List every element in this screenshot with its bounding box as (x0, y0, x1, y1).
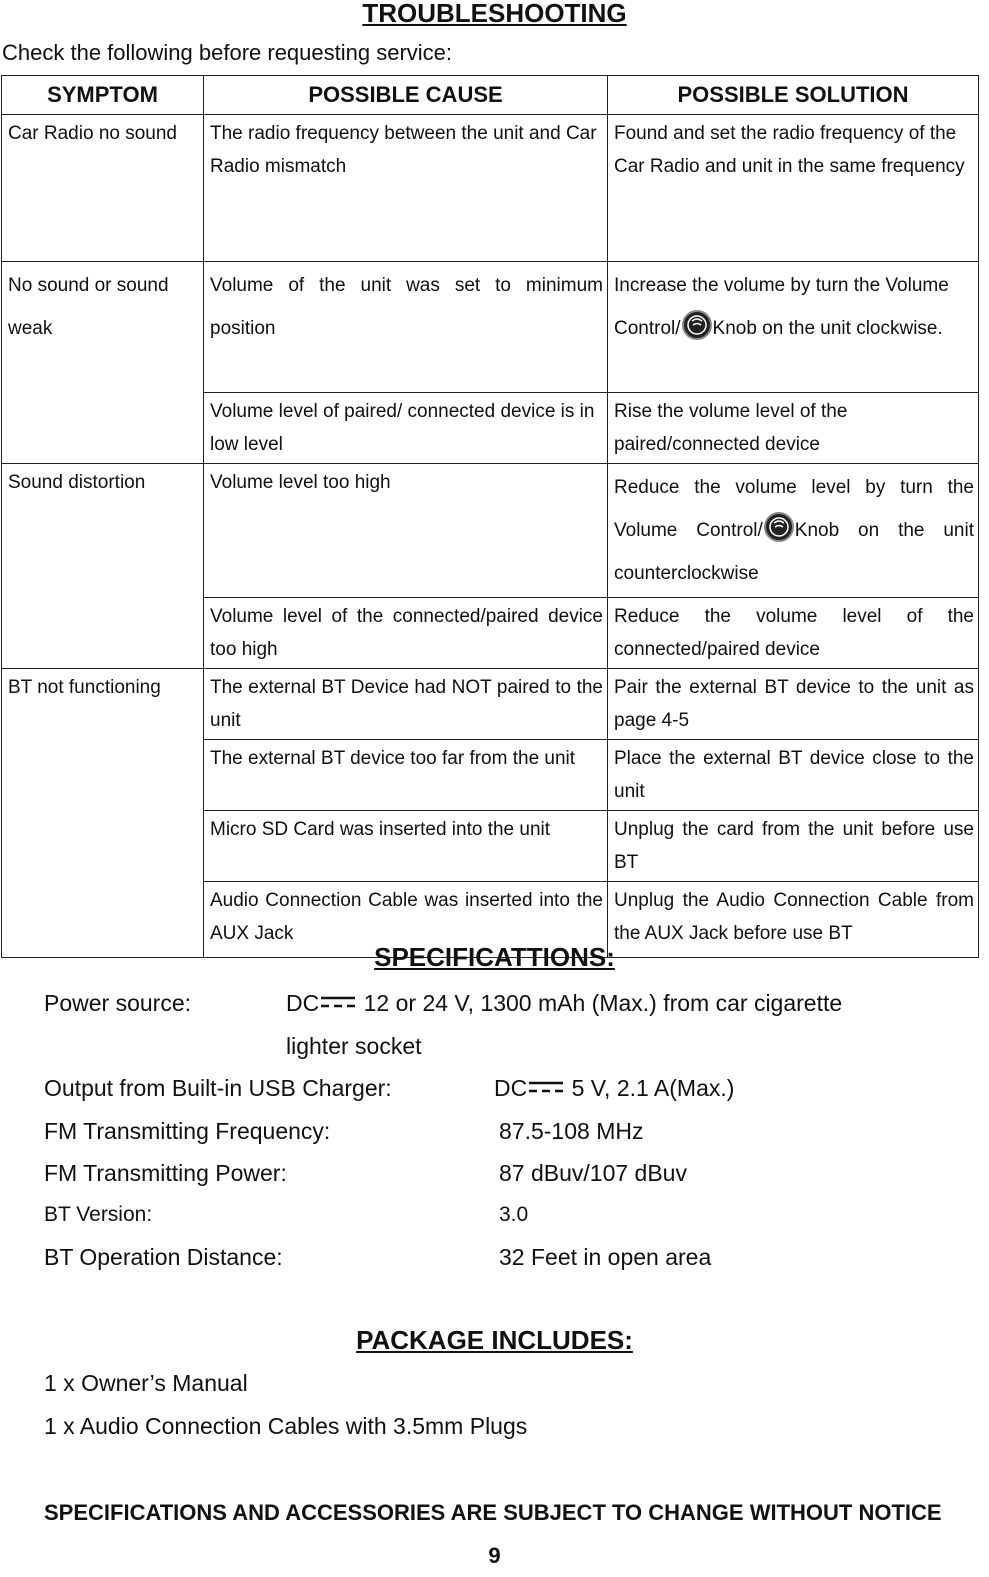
power-source-value-2: lighter socket (286, 1033, 422, 1059)
package-title: PACKAGE INCLUDES: (356, 1325, 633, 1355)
cause-cell: Volume level of paired/ connected device is in low level (204, 393, 608, 464)
symptom-cell: No sound or sound weak (2, 262, 204, 464)
cause-cell: Volume level too high (204, 464, 608, 598)
header-cause: POSSIBLE CAUSE (204, 76, 608, 115)
bt-distance-value: 32 Feet in open area (499, 1244, 712, 1270)
solution-cell: Reduce the volume level of the connected/paired device (608, 598, 979, 669)
cause-cell: The external BT device too far from the unit (204, 740, 608, 811)
usb-charger-label: Output from Built-in USB Charger: (44, 1075, 392, 1101)
troubleshooting-title: TROUBLESHOOTING (362, 0, 627, 28)
solution-cell: Place the external BT device close to the unit (608, 740, 979, 811)
cause-cell: The external BT Device had NOT paired to the unit (204, 669, 608, 740)
fm-power-label: FM Transmitting Power: (44, 1160, 287, 1186)
solution-text: Knob on the unit counterclockwise (614, 520, 975, 584)
solution-text: Knob on the unit clockwise. (712, 318, 943, 339)
cause-cell: Micro SD Card was inserted into the unit (204, 811, 608, 882)
header-solution: POSSIBLE SOLUTION (608, 76, 979, 115)
package-item: 1 x Owner’s Manual (44, 1370, 248, 1396)
table-row (2, 464, 979, 598)
change-notice: SPECIFICATIONS AND ACCESSORIES ARE SUBJECT TO CHANGE WITHOUT NOTICE (44, 1500, 942, 1525)
solution-cell: Unplug the Audio Connection Cable from the AUX Jack before use BT (608, 882, 979, 958)
usb-charger-text: 5 V, 2.1 A(Max.) (565, 1075, 735, 1101)
power-source-label: Power source: (44, 990, 192, 1016)
bt-version-label: BT Version: (44, 1203, 153, 1226)
table-header-row (2, 76, 979, 115)
bt-version-value: 3.0 (499, 1203, 529, 1226)
package-item: 1 x Audio Connection Cables with 3.5mm Plugs (44, 1413, 528, 1439)
fm-frequency-value: 87.5-108 MHz (499, 1118, 644, 1144)
solution-cell: Found and set the radio frequency of the Car Radio and unit in the same frequency (608, 115, 979, 262)
dc-label: DC (494, 1075, 528, 1101)
cause-cell: Audio Connection Cable was inserted into the AUX Jack (204, 882, 608, 958)
dc-label: DC (286, 990, 320, 1016)
cause-cell: Volume level of the connected/paired device too high (204, 598, 608, 669)
specifications-title: SPECIFICATTIONS: (374, 942, 615, 972)
solution-cell: Pair the external BT device to the unit as page 4-5 (608, 669, 979, 740)
table-row (2, 669, 979, 740)
solution-text: Increase the volume by turn the Volume Control/ (614, 275, 949, 339)
usb-charger-value (494, 1067, 734, 1109)
solution-cell (608, 464, 979, 598)
table-row (2, 262, 979, 393)
solution-cell: Unplug the card from the unit before use BT (608, 811, 979, 882)
solution-text: Reduce the volume level by turn the Volume Control/ (614, 477, 974, 541)
troubleshooting-intro: Check the following before requesting service: (2, 40, 453, 65)
volume-knob-icon (764, 512, 794, 542)
symptom-cell: Sound distortion (2, 464, 204, 669)
volume-knob-icon (682, 310, 712, 340)
table-row (2, 115, 979, 262)
page-number: 9 (488, 1543, 501, 1568)
dc-symbol-icon (319, 993, 357, 1011)
troubleshooting-table (1, 75, 979, 958)
dc-symbol-icon (527, 1078, 565, 1096)
cause-cell: Volume of the unit was set to minimum position (204, 262, 608, 393)
symptom-cell: BT not functioning (2, 669, 204, 958)
power-source-text: 12 or 24 V, 1300 mAh (Max.) from car cigarette (357, 990, 843, 1016)
cause-cell: The radio frequency between the unit and Car Radio mismatch (204, 115, 608, 262)
fm-power-value: 87 dBuv/107 dBuv (499, 1160, 687, 1186)
solution-cell: Rise the volume level of the paired/connected device (608, 393, 979, 464)
power-source-value (286, 982, 842, 1024)
solution-cell (608, 262, 979, 393)
fm-frequency-label: FM Transmitting Frequency: (44, 1118, 331, 1144)
bt-distance-label: BT Operation Distance: (44, 1244, 283, 1270)
symptom-cell: Car Radio no sound (2, 115, 204, 262)
header-symptom: SYMPTOM (2, 76, 204, 115)
